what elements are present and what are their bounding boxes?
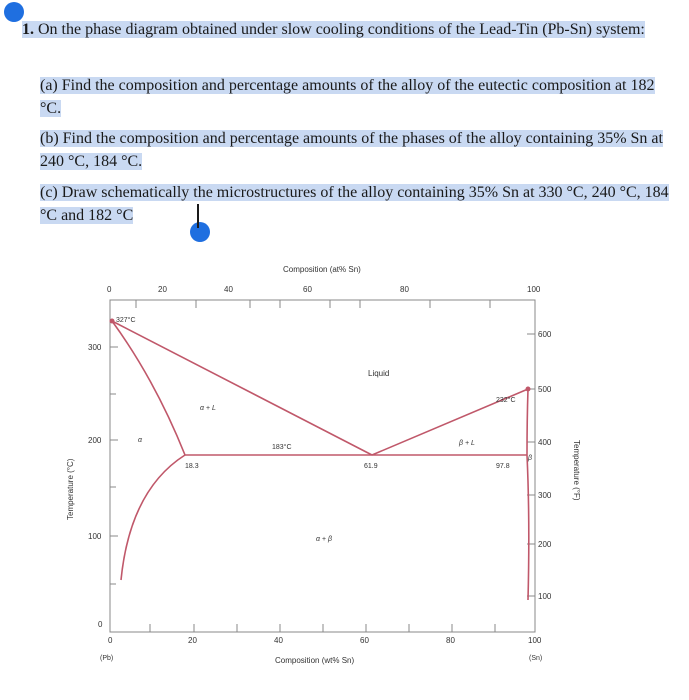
bottom-tick-40: 40	[274, 636, 283, 645]
label-eutectic-temp: 183°C	[272, 444, 292, 451]
bottom-tick-60: 60	[360, 636, 369, 645]
label-beta: β	[528, 455, 532, 462]
left-axis-title: Temperature (°C)	[66, 458, 75, 520]
bottom-tick-100: 100	[528, 636, 542, 645]
phase-boundaries	[112, 321, 529, 600]
bottom-axis-title: Composition (wt% Sn)	[275, 656, 355, 665]
plot-frame	[110, 300, 535, 632]
right-tick-100: 100	[538, 592, 552, 601]
left-tick-200: 200	[88, 436, 102, 445]
top-tick-40: 40	[224, 285, 233, 294]
label-alpha-beta: α + β	[316, 536, 332, 543]
sn-label: (Sn)	[529, 655, 543, 662]
right-tick-500: 500	[538, 385, 552, 394]
label-alpha-limit: 18.3	[185, 463, 199, 470]
liquidus-left	[112, 321, 372, 455]
left-axis-ticks	[110, 347, 118, 584]
left-tick-100: 100	[88, 532, 102, 541]
top-tick-20: 20	[158, 285, 167, 294]
top-axis-ticks	[136, 300, 490, 308]
solvus-alpha	[121, 455, 185, 580]
solidus-beta	[527, 389, 528, 455]
top-tick-100: 100	[527, 285, 541, 294]
right-tick-200: 200	[538, 540, 552, 549]
top-tick-0: 0	[107, 285, 112, 294]
sn-melting-point	[526, 387, 531, 392]
top-tick-60: 60	[303, 285, 312, 294]
pb-melting-point	[110, 319, 115, 324]
label-alpha: α	[138, 437, 142, 444]
right-axis-title: Temperature (°F)	[572, 440, 581, 501]
label-beta-limit: 97.8	[496, 463, 510, 470]
bottom-tick-20: 20	[188, 636, 197, 645]
bottom-tick-80: 80	[446, 636, 455, 645]
left-tick-0: 0	[98, 620, 103, 629]
part-b-text: (b) Find the composition and percentage amounts of the phases of the alloy containing 35% Sn at 240 °C, 184 °C.	[40, 130, 663, 170]
label-beta-liquid: β + L	[459, 440, 475, 447]
label-liquid: Liquid	[368, 369, 390, 378]
right-tick-300: 300	[538, 491, 552, 500]
label-pb-melt: 327°C	[116, 317, 136, 324]
right-tick-600: 600	[538, 330, 552, 339]
label-sn-melt: 232°C	[496, 397, 516, 404]
pb-label: (Pb)	[100, 655, 114, 662]
solidus-alpha	[112, 321, 185, 455]
part-c-text: (c) Draw schematically the microstructures of the alloy containing 35% Sn at 330 °C, 240 °C, 184 °C and 182 °C	[40, 184, 669, 224]
question-text: On the phase diagram obtained under slow cooling conditions of the Lead-Tin (Pb-Sn) system:	[38, 21, 645, 38]
label-eutectic-comp: 61.9	[364, 463, 378, 470]
top-axis-title: Composition (at% Sn)	[283, 265, 361, 274]
right-tick-400: 400	[538, 438, 552, 447]
left-tick-300: 300	[88, 343, 102, 352]
label-alpha-liquid: α + L	[200, 405, 216, 412]
part-a-text: (a) Find the composition and percentage amounts of the alloy of the eutectic composition at 182 °C.	[40, 77, 655, 117]
solvus-beta	[527, 455, 529, 600]
question-number: 1.	[22, 21, 34, 38]
top-tick-80: 80	[400, 285, 409, 294]
bottom-axis-ticks	[150, 624, 495, 632]
bottom-tick-0: 0	[108, 636, 113, 645]
